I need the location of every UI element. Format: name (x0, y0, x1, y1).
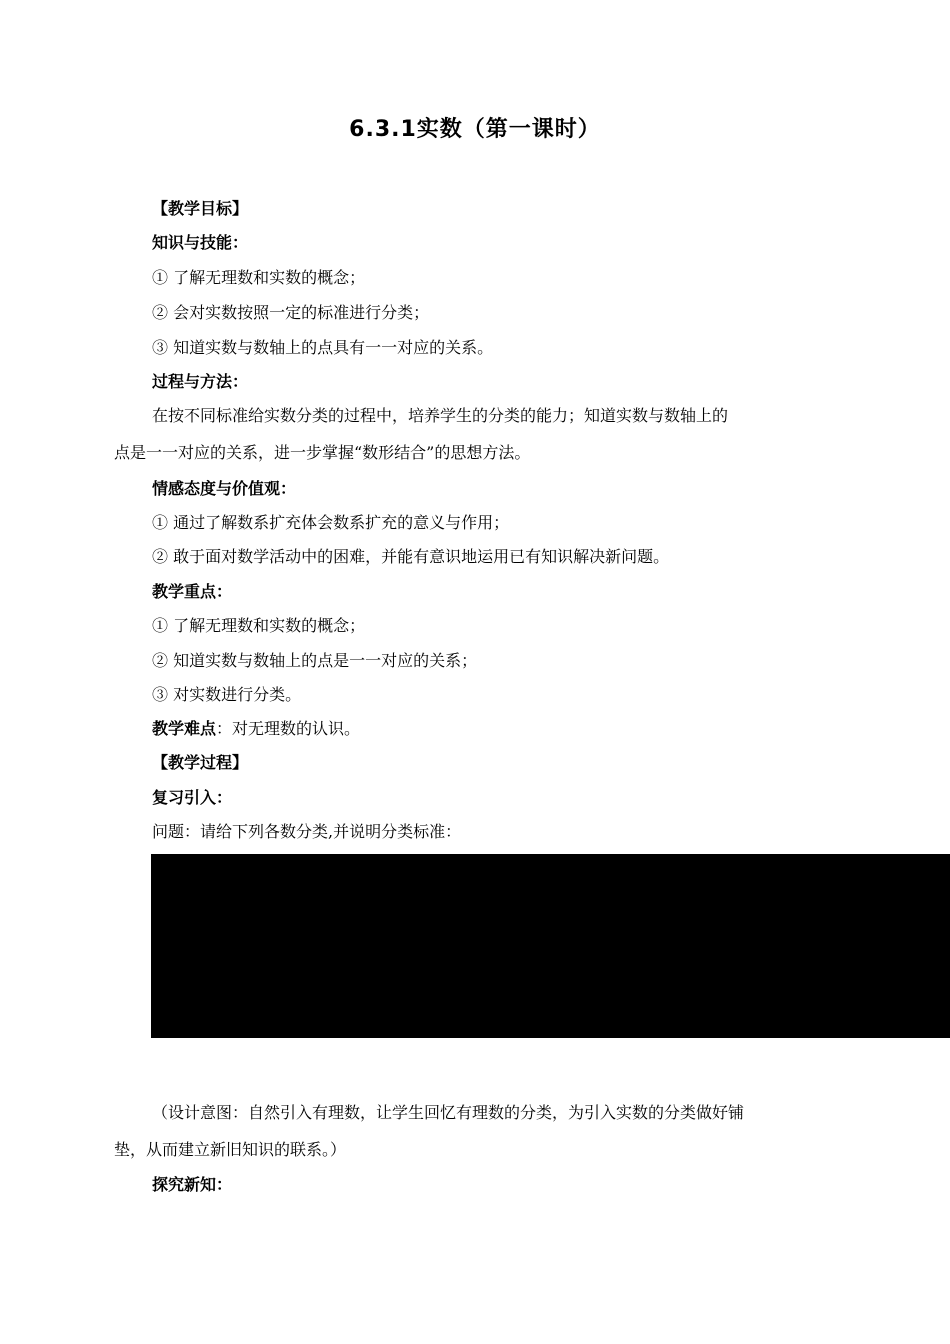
difficulty-label: 教学难点 (152, 719, 217, 738)
knowledge-item: ③ 知道实数与数轴上的点具有一一对应的关系。 (152, 338, 494, 357)
objectives-heading: 【教学目标】 (152, 199, 249, 218)
emotion-heading: 情感态度与价值观： (152, 479, 297, 498)
knowledge-item: ② 会对实数按照一定的标准进行分类； (152, 303, 430, 322)
emotion-item: ① 通过了解数系扩充体会数系扩充的意义与作用； (152, 513, 510, 532)
difficulty-text: ：对无理数的认识。 (216, 719, 361, 738)
review-heading: 复习引入： (152, 788, 233, 807)
key-point-item: ② 知道实数与数轴上的点是一一对应的关系； (152, 651, 478, 670)
difficulty-line (152, 718, 360, 740)
number-list-image (151, 854, 950, 1038)
emotion-item: ② 敢于面对数学活动中的困难，并能有意识地运用已有知识解决新问题。 (152, 547, 670, 566)
question-text: 问题：请给下列各数分类,并说明分类标准： (152, 822, 462, 841)
knowledge-item: ① 了解无理数和实数的概念； (152, 268, 366, 287)
page-title: 6.3.1实数（第一课时） (349, 117, 601, 142)
knowledge-heading: 知识与技能： (152, 233, 249, 252)
key-point-item: ① 了解无理数和实数的概念； (152, 616, 366, 635)
process-heading: 过程与方法： (152, 372, 249, 391)
teaching-process-heading: 【教学过程】 (152, 753, 249, 772)
design-intent: （设计意图：自然引入有理数，让学生回忆有理数的分类，为引入实数的分类做好铺 (152, 1103, 745, 1122)
key-point-item: ③ 对实数进行分类。 (152, 685, 302, 704)
process-paragraph-cont: 点是一一对应的关系，进一步掌握“数形结合”的思想方法。 (114, 443, 531, 462)
design-intent-cont: 垫，从而建立新旧知识的联系。） (114, 1140, 347, 1159)
explore-heading: 探究新知： (152, 1175, 233, 1194)
process-paragraph: 在按不同标准给实数分类的过程中，培养学生的分类的能力；知道实数与数轴上的 (152, 406, 729, 425)
key-points-heading: 教学重点： (152, 582, 233, 601)
